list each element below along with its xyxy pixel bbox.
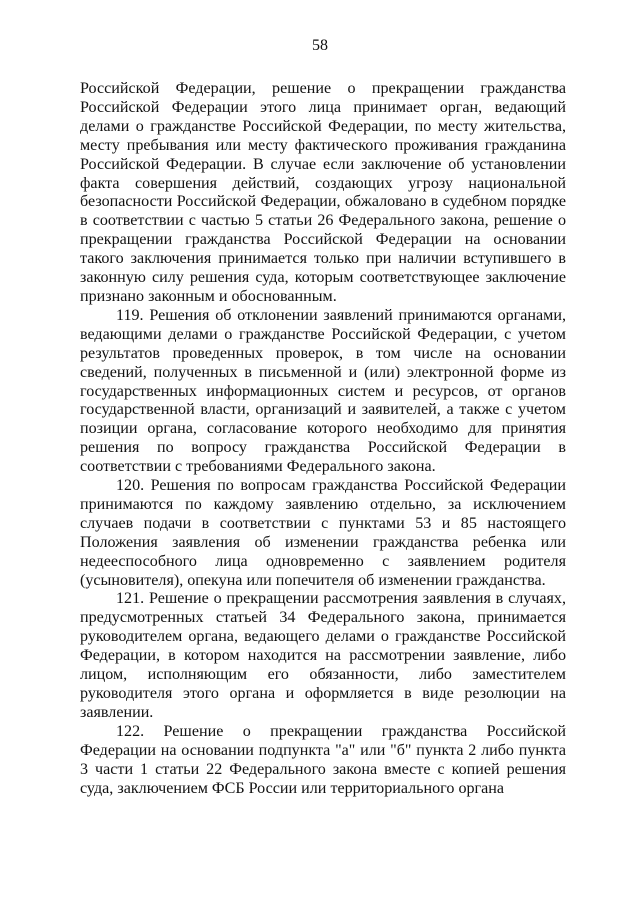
page-number: 58	[312, 37, 328, 54]
document-body	[80, 80, 566, 798]
paragraph-119: 119. Решения об отклонении заявлений принимаются органами, ведающими делами о гражданстве Российской Федерации, с учетом результатов проведенных проверок, в том числе на основании сведений, полученных в письменной и (или) электронной форме из государственных информационных систем и ресурсов, от органов государственной власти, организаций и заявителей, а также с учетом позиции органа, согласование которого необходимо для принятия решения по вопросу гражданства Российской Федерации в соответствии с требованиями Федерального закона.	[80, 306, 566, 476]
paragraph-continuation: Российской Федерации, решение о прекращении гражданства Российской Федерации этого лица принимает орган, ведающий делами о гражданстве Российской Федерации, по месту жительства, месту пребывания или месту фактического проживания гражданина Российской Федерации. В случае если заключение об установлении факта совершения действий, создающих угрозу национальной безопасности Российской Федерации, обжаловано в судебном порядке в соответствии с частью 5 статьи 26 Федерального закона, решение о прекращении гражданства Российской Федерации на основании такого заключения принимается только при наличии вступившего в законную силу решения суда, которым соответствующее заключение признано законным и обоснованным.	[80, 80, 566, 305]
paragraph-121: 121. Решение о прекращении рассмотрения заявления в случаях, предусмотренных статьей 34 Федерального закона, принимается руководителем органа, ведающего делами о гражданстве Российской Федерации, в котором находится на рассмотрении заявление, либо лицом, исполняющим его обязанности, либо заместителем руководителя этого органа и оформляется в виде резолюции на заявлении.	[80, 590, 566, 721]
paragraph-120: 120. Решения по вопросам гражданства Российской Федерации принимаются по каждому заявлению отдельно, за исключением случаев подачи в соответствии с пунктами 53 и 85 настоящего Положения заявления об изменении гражданства ребенка или недееспособного лица одновременно с заявлением родителя (усыновителя), опекуна или попечителя об изменении гражданства.	[80, 477, 566, 589]
paragraph-122: 122. Решение о прекращении гражданства Российской Федерации на основании подпункта "а" или "б" пункта 2 либо пункта 3 части 1 статьи 22 Федерального закона вместе с копией решения суда, заключением ФСБ России или территориального органа	[80, 722, 566, 797]
